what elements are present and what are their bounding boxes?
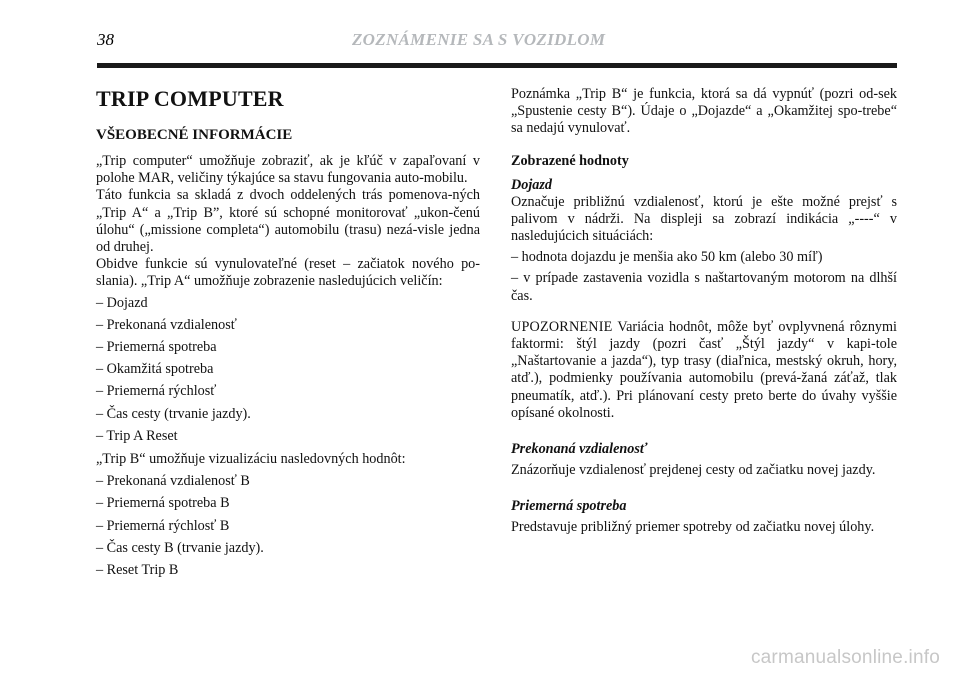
average-consumption-description: Predstavuje približný priemer spotreby od začiatku novej úlohy. xyxy=(511,519,875,536)
warning-text: Variácia hodnôt, môže byť ovplyvnená rôznymi faktormi: štýl jazdy (pozri časť „Štýl jazdy“ v kapi-tole „Naštartovanie a jazda“), typ trasy (diaľnica, mestský okruh, hory, atď.), podmienky používania automobilu (prevá-žaná záťaž, tlak pneumatík, atď.). Pri plánovaní cesty preto berte do úvahy vyššie opísané okolnosti. xyxy=(511,318,897,421)
trip-computer-title: TRIP COMPUTER xyxy=(96,86,284,111)
list-item: – Trip A Reset xyxy=(96,427,178,444)
range-heading: Dojazd xyxy=(511,176,552,193)
distance-description: Znázorňuje vzdialenosť prejdenej cesty od začiatku novej jazdy. xyxy=(511,462,876,479)
trip-a-list xyxy=(96,295,480,445)
list-item: – Prekonaná vzdialenosť B xyxy=(96,473,250,490)
range-condition-1: – hodnota dojazdu je menšia ako 50 km (alebo 30 míľ) xyxy=(511,249,823,266)
list-item: – Priemerná rýchlosť B xyxy=(96,517,230,534)
average-consumption-heading: Priemerná spotreba xyxy=(511,498,627,515)
general-info-subtitle: VŠEOBECNÉ INFORMÁCIE xyxy=(96,127,293,143)
trip-b-list xyxy=(96,473,480,579)
trips-paragraph: Táto funkcia sa skladá z dvoch oddelených trás pomenova-ných „Trip A“ a „Trip B”, ktoré sú schopné monitorovať „ukon-čenú úlohu“ („missione completa“) automobilu (trasu) nezá-visle jedna od druhej. xyxy=(96,187,480,256)
page-header xyxy=(97,28,897,54)
list-item: – Dojazd xyxy=(96,294,148,311)
warning-label: UPOZORNENIE xyxy=(511,318,613,335)
list-item: – Prekonaná vzdialenosť xyxy=(96,316,237,333)
range-description: Označuje približnú vzdialenosť, ktorú je ešte možné prejsť s palivom v nádrži. Na displeji sa zobrazí indikácia „----“ v nasledujúcich situáciách: xyxy=(511,193,897,245)
list-item: – Čas cesty (trvanie jazdy). xyxy=(96,405,251,422)
list-item: – Priemerná spotreba xyxy=(96,339,217,356)
reset-paragraph: Obidve funkcie sú vynulovateľné (reset – začiatok nového po-slania). „Trip A“ umožňuje zobrazenie nasledujúcich veličín: xyxy=(96,256,480,290)
distance-heading: Prekonaná vzdialenosť xyxy=(511,441,648,458)
list-item: – Priemerná rýchlosť xyxy=(96,383,217,400)
intro-paragraph: „Trip computer“ umožňuje zobraziť, ak je kľúč v zapaľovaní v polohe MAR, veličiny týkajúce sa stavu fungovania auto-mobilu. xyxy=(96,153,480,187)
list-item: – Reset Trip B xyxy=(96,562,179,579)
watermark: carmanualsonline.info xyxy=(750,647,940,668)
header-rule xyxy=(97,63,897,68)
right-column xyxy=(511,86,897,536)
warning-paragraph xyxy=(511,319,897,422)
list-item: – Okamžitá spotreba xyxy=(96,361,214,378)
left-column xyxy=(96,86,480,579)
range-condition-2: – v prípade zastavenia vozidla s naštartovaným motorom na dlhší čas. xyxy=(511,270,897,304)
trip-b-note: Poznámka „Trip B“ je funkcia, ktorá sa dá vypnúť (pozri od-sek „Spustenie cesty B“). Údaje o „Dojazde“ a „Okamžitej spo-trebe“ sa nedajú vynulovať. xyxy=(511,86,897,137)
list-item: – Čas cesty B (trvanie jazdy). xyxy=(96,539,264,556)
list-item: – Priemerná spotreba B xyxy=(96,495,230,512)
trip-b-paragraph: „Trip B“ umožňuje vizualizáciu nasledovných hodnôt: xyxy=(96,451,406,468)
page-number: 38 xyxy=(97,30,114,49)
displayed-values-heading: Zobrazené hodnoty xyxy=(511,152,629,169)
section-title: ZOZNÁMENIE SA S VOZIDLOM xyxy=(352,30,606,49)
